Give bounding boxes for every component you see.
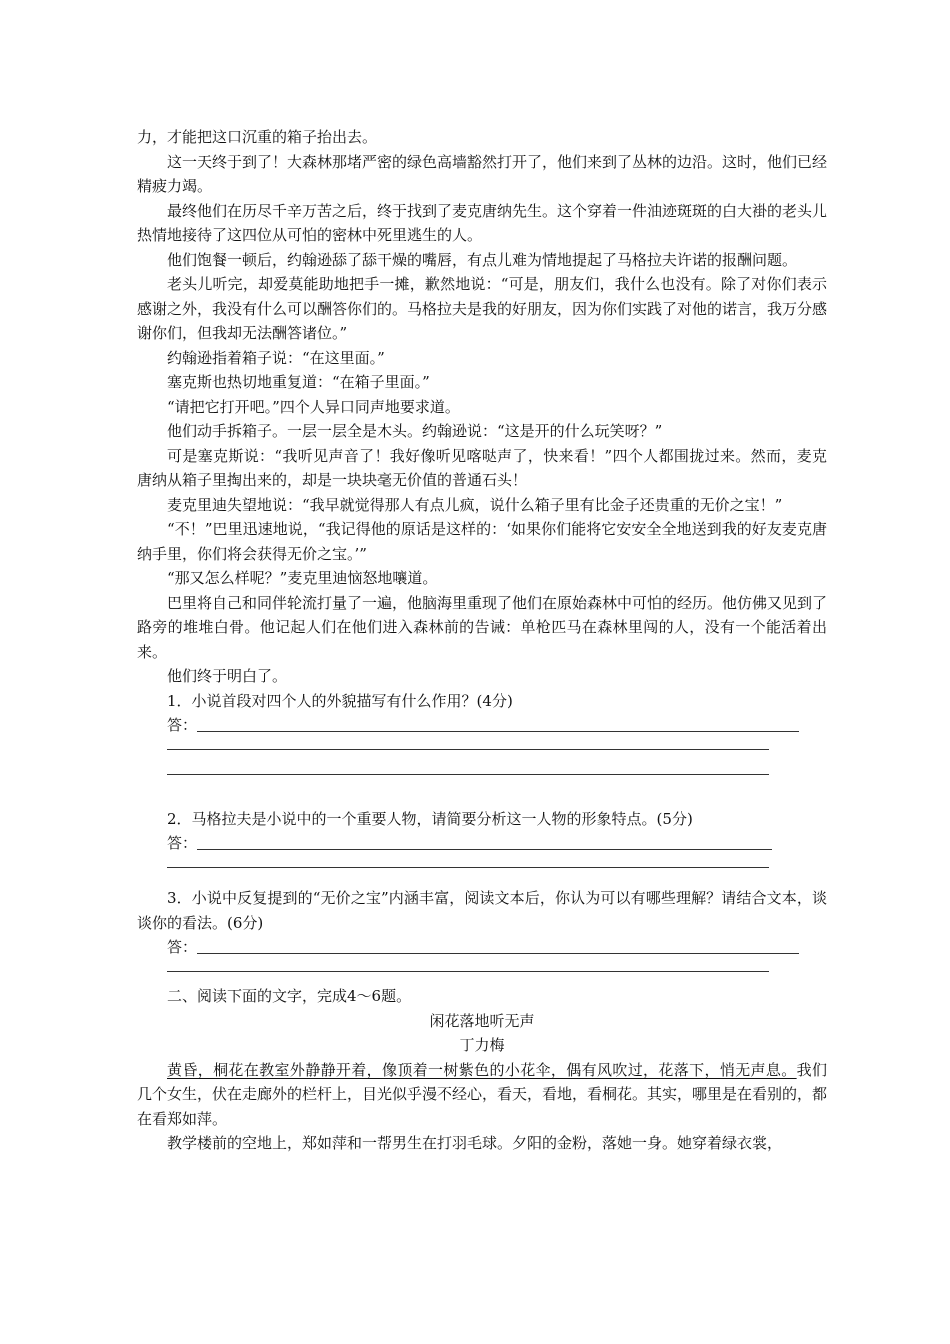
underlined-sentence: 黄昏，桐花在教室外静静开着，像顶着一树紫色的小花伞，偶有风吹过，花落下，悄无声息。 xyxy=(167,1060,797,1079)
answer-row-3 xyxy=(137,935,827,960)
paragraph: “不！”巴里迅速地说，“我记得他的原话是这样的：‘如果你们能将它安安全全地送到我的好友麦克唐纳手里，你们将会获得无价之宝。’” xyxy=(137,520,827,563)
paragraph: 这一天终于到了！大森林那堵严密的绿色高墙豁然打开了，他们来到了丛林的边沿。这时，他们已经精疲力竭。 xyxy=(137,152,828,195)
answer-line[interactable] xyxy=(167,866,769,868)
answer-line[interactable] xyxy=(197,730,799,732)
paragraph: 他们动手拆箱子。一层一层全是木头。约翰逊说：“这是开的什么玩笑呀？” xyxy=(167,422,663,440)
answer-line[interactable] xyxy=(197,848,772,850)
answer-label: 答： xyxy=(167,716,198,734)
answer-line[interactable] xyxy=(197,952,799,954)
paragraph: “那又怎么样呢？”麦克里迪恼怒地嚷道。 xyxy=(167,569,438,587)
paragraph: 约翰逊指着箱子说：“在这里面。” xyxy=(167,348,385,367)
paragraph: 老头儿听完，却爱莫能助地把手一摊，歉然地说：“可是，朋友们，我什么也没有。除了对你们表示感谢之外，我没有什么可以酬答你们的。马格拉夫是我的好朋友，因为你们实践了对他的诺言，我万分感谢你们，但我却无法酬答诸位。” xyxy=(137,275,828,342)
paragraph: 他们饱餐一顿后，约翰逊舔了舔干燥的嘴唇，有点儿难为情地提起了马格拉夫许诺的报酬问题。 xyxy=(167,250,798,269)
paragraph: 最终他们在历尽千辛万苦之后，终于找到了麦克唐纳先生。这个穿着一件油迹斑斑的白大褂的老头儿热情地接待了这四位从可怕的密林中死里逃生的人。 xyxy=(137,201,828,244)
paragraph xyxy=(137,1058,827,1132)
paragraph: 教学楼前的空地上，郑如萍和一帮男生在打羽毛球。夕阳的金粉，落她一身。她穿着绿衣裳， xyxy=(167,1134,783,1152)
paragraph: 他们终于明白了。 xyxy=(167,667,288,685)
paragraph: 巴里将自己和同伴轮流打量了一遍，他脑海里重现了他们在原始森林中可怕的经历。他仿佛又见到了路旁的堆堆白骨。他记起人们在他们进入森林前的告诫：单枪匹马在森林里闯的人，没有一个能活着出来。 xyxy=(137,593,828,661)
paragraph: 麦克里迪失望地说：“我早就觉得那人有点儿疯，说什么箱子里有比金子还贵重的无价之宝！” xyxy=(167,495,783,514)
answer-label: 答： xyxy=(167,938,198,956)
question-3: 3．小说中反复提到的“无价之宝”内涵丰富，阅读文本后，你认为可以有哪些理解？请结合文本，谈谈你的看法。(6分) xyxy=(137,889,827,932)
paragraph: “请把它打开吧。”四个人异口同声地要求道。 xyxy=(167,397,460,416)
paragraph-text: 我们几个女生，伏在走廊外的栏杆上，目光似乎漫不经心，看天，看地，看桐花。其实，哪里是在看别的，都在看郑如萍。 xyxy=(137,1060,828,1128)
answer-line[interactable] xyxy=(167,970,769,972)
question-2: 2．马格拉夫是小说中的一个重要人物，请简要分析这一人物的形象特点。(5分) xyxy=(167,809,693,828)
answer-line[interactable] xyxy=(167,773,769,775)
answer-row-1 xyxy=(137,713,827,738)
section-heading: 二、阅读下面的文字，完成4～6题。 xyxy=(167,987,412,1005)
paragraph: 可是塞克斯说：“我听见声音了！我好像听见喀哒声了，快来看！”四个人都围拢过来。然而，麦克唐纳从箱子里掏出来的，却是一块块毫无价值的普通石头！ xyxy=(137,446,827,489)
story-author: 丁力梅 xyxy=(459,1036,505,1054)
answer-label: 答： xyxy=(167,834,198,852)
document-page xyxy=(137,125,827,1156)
story-title: 闲花落地听无声 xyxy=(429,1011,535,1030)
paragraph: 塞克斯也热切地重复道：“在箱子里面。” xyxy=(167,373,430,391)
paragraph: 力，才能把这口沉重的箱子抬出去。 xyxy=(137,128,378,146)
answer-row-2 xyxy=(137,831,827,856)
story-top xyxy=(137,125,827,689)
question-1: 1．小说首段对四个人的外貌描写有什么作用？(4分) xyxy=(167,691,513,710)
answer-line[interactable] xyxy=(167,748,769,750)
